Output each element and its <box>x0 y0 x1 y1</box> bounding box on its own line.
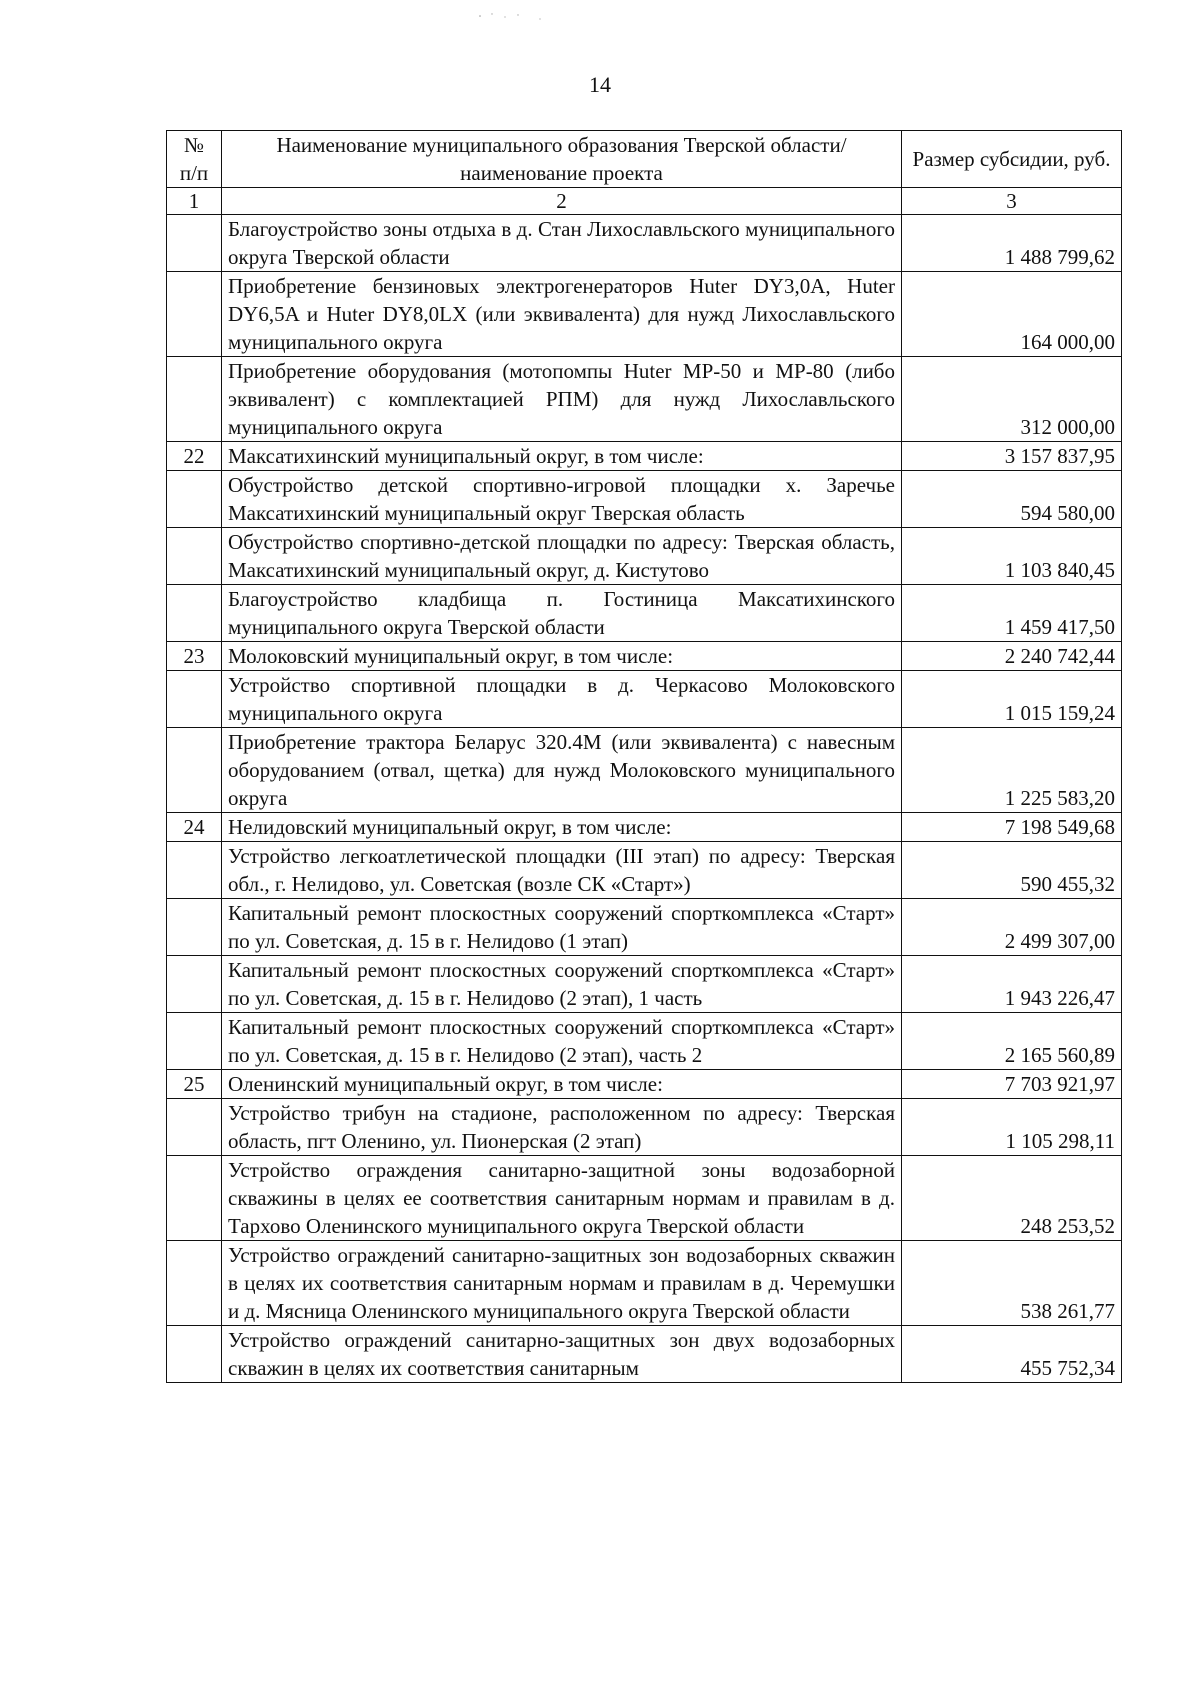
header-row <box>167 131 1122 188</box>
scan-specks <box>470 10 560 24</box>
row-amount: 1 459 417,50 <box>902 585 1122 642</box>
row-name: Нелидовский муниципальный округ, в том числе: <box>222 813 902 842</box>
row-amount: 3 157 837,95 <box>902 442 1122 471</box>
row-num <box>167 357 222 442</box>
row-num <box>167 671 222 728</box>
table-row <box>167 272 1122 357</box>
header-name: Наименование муниципального образования Тверской области/наименование проекта <box>222 131 902 188</box>
page-number: 14 <box>589 72 611 97</box>
row-num <box>167 528 222 585</box>
row-amount: 248 253,52 <box>902 1156 1122 1241</box>
row-name: Благоустройство кладбища п. Гостиница Максатихинского муниципального округа Тверской области <box>222 585 902 642</box>
row-amount: 164 000,00 <box>902 272 1122 357</box>
row-num: 24 <box>167 813 222 842</box>
row-name: Устройство легкоатлетической площадки (III этап) по адресу: Тверская обл., г. Нелидово, ул. Советская (возле СК «Старт») <box>222 842 902 899</box>
index-row <box>167 188 1122 215</box>
row-amount: 1 105 298,11 <box>902 1099 1122 1156</box>
table-row <box>167 899 1122 956</box>
table-row <box>167 357 1122 442</box>
row-name: Максатихинский муниципальный округ, в том числе: <box>222 442 902 471</box>
row-amount: 2 165 560,89 <box>902 1013 1122 1070</box>
header-num: № п/п <box>167 131 222 188</box>
row-num <box>167 728 222 813</box>
row-num: 23 <box>167 642 222 671</box>
row-amount: 2 240 742,44 <box>902 642 1122 671</box>
row-amount: 1 225 583,20 <box>902 728 1122 813</box>
row-num <box>167 585 222 642</box>
table-row <box>167 671 1122 728</box>
row-name: Устройство ограждений санитарно-защитных зон водозаборных скважин в целях их соответствия санитарным нормам и правилам в д. Черемушки и д. Мясница Оленинского муниципального округа Тверской области <box>222 1241 902 1326</box>
row-name: Устройство спортивной площадки в д. Черкасово Молоковского муниципального округа <box>222 671 902 728</box>
table-row <box>167 442 1122 471</box>
table-row <box>167 642 1122 671</box>
row-amount: 1 943 226,47 <box>902 956 1122 1013</box>
row-name: Приобретение трактора Беларус 320.4М (или эквивалента) с навесным оборудованием (отвал, щетка) для нужд Молоковского муниципального округа <box>222 728 902 813</box>
row-name: Обустройство детской спортивно-игровой площадки х. Заречье Максатихинский муниципальный округ Тверская область <box>222 471 902 528</box>
index-name: 2 <box>222 188 902 215</box>
row-name: Капитальный ремонт плоскостных сооружений спорткомплекса «Старт» по ул. Советская, д. 15 в г. Нелидово (2 этап), 1 часть <box>222 956 902 1013</box>
table-row <box>167 1241 1122 1326</box>
row-name: Благоустройство зоны отдыха в д. Стан Лихославльского муниципального округа Тверской области <box>222 215 902 272</box>
row-num: 25 <box>167 1070 222 1099</box>
row-name: Приобретение бензиновых электрогенераторов Huter DY3,0A, Huter DY6,5A и Huter DY8,0LX (или эквивалента) для нужд Лихославльского муниципального округа <box>222 272 902 357</box>
row-num <box>167 1241 222 1326</box>
table-row <box>167 956 1122 1013</box>
row-num <box>167 272 222 357</box>
row-name: Капитальный ремонт плоскостных сооружений спорткомплекса «Старт» по ул. Советская, д. 15 в г. Нелидово (1 этап) <box>222 899 902 956</box>
table-row <box>167 842 1122 899</box>
row-amount: 1 103 840,45 <box>902 528 1122 585</box>
row-amount: 312 000,00 <box>902 357 1122 442</box>
row-num <box>167 471 222 528</box>
row-name: Устройство ограждений санитарно-защитных зон двух водозаборных скважин в целях их соответствия санитарным <box>222 1326 902 1383</box>
row-num <box>167 1156 222 1241</box>
table-row <box>167 728 1122 813</box>
row-num <box>167 1013 222 1070</box>
row-amount: 455 752,34 <box>902 1326 1122 1383</box>
row-num: 22 <box>167 442 222 471</box>
index-amount: 3 <box>902 188 1122 215</box>
row-num <box>167 842 222 899</box>
row-name: Приобретение оборудования (мотопомпы Huter MP-50 и MP-80 (либо эквивалент) с комплектацией РПМ) для нужд Лихославльского муниципального округа <box>222 357 902 442</box>
table-row <box>167 471 1122 528</box>
table-row <box>167 215 1122 272</box>
row-name: Оленинский муниципальный округ, в том числе: <box>222 1070 902 1099</box>
table-row <box>167 1099 1122 1156</box>
index-num: 1 <box>167 188 222 215</box>
header-amount: Размер субсидии, руб. <box>902 131 1122 188</box>
table-row <box>167 528 1122 585</box>
table-row <box>167 585 1122 642</box>
row-amount: 7 198 549,68 <box>902 813 1122 842</box>
row-name: Обустройство спортивно-детской площадки по адресу: Тверская область, Максатихинский муниципальный округ, д. Кистутово <box>222 528 902 585</box>
row-amount: 590 455,32 <box>902 842 1122 899</box>
table-row <box>167 1013 1122 1070</box>
row-name: Молоковский муниципальный округ, в том числе: <box>222 642 902 671</box>
row-num <box>167 1326 222 1383</box>
row-num <box>167 899 222 956</box>
table-row <box>167 813 1122 842</box>
table-row <box>167 1326 1122 1383</box>
row-amount: 1 488 799,62 <box>902 215 1122 272</box>
row-num <box>167 956 222 1013</box>
row-amount: 594 580,00 <box>902 471 1122 528</box>
row-num <box>167 215 222 272</box>
row-name: Капитальный ремонт плоскостных сооружений спорткомплекса «Старт» по ул. Советская, д. 15 в г. Нелидово (2 этап), часть 2 <box>222 1013 902 1070</box>
row-num <box>167 1099 222 1156</box>
row-amount: 538 261,77 <box>902 1241 1122 1326</box>
row-amount: 2 499 307,00 <box>902 899 1122 956</box>
table-row <box>167 1070 1122 1099</box>
row-name: Устройство ограждения санитарно-защитной зоны водозаборной скважины в целях ее соответствия санитарным нормам и правилам в д. Тархово Оленинского муниципального округа Тверской области <box>222 1156 902 1241</box>
table-row <box>167 1156 1122 1241</box>
subsidy-table <box>166 130 1122 1383</box>
row-amount: 1 015 159,24 <box>902 671 1122 728</box>
row-amount: 7 703 921,97 <box>902 1070 1122 1099</box>
row-name: Устройство трибун на стадионе, расположенном по адресу: Тверская область, пгт Оленино, ул. Пионерская (2 этап) <box>222 1099 902 1156</box>
